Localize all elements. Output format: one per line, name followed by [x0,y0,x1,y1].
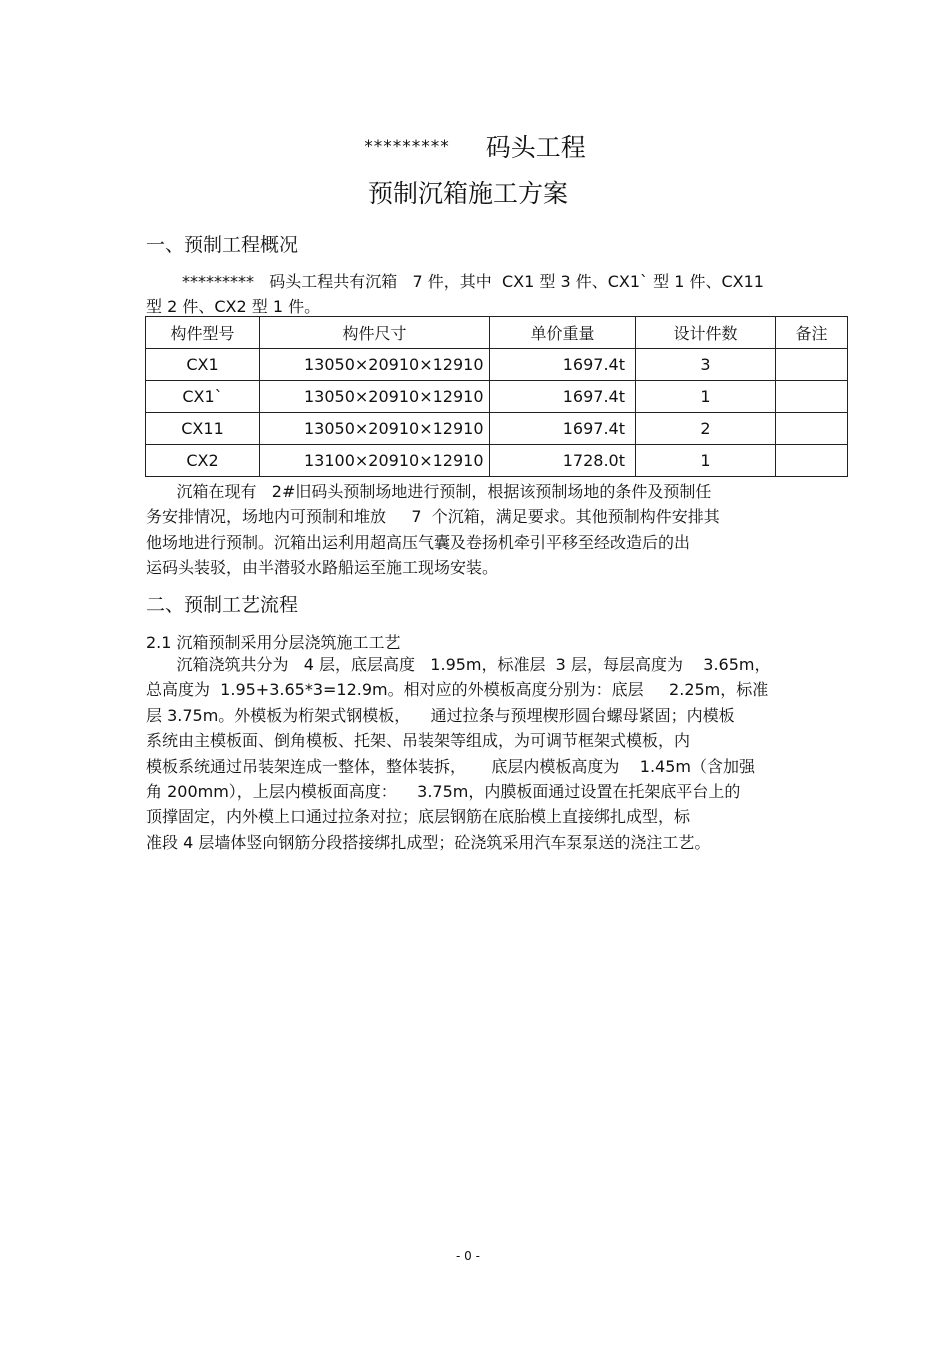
section1-heading: 一、预制工程概况 [146,234,299,256]
cell-quantity: 2 [636,413,776,445]
section1-intro [146,269,814,320]
section1-paragraph [146,479,814,581]
text-line: 层 3.75m。外模板为桁架式钢模板， 通过拉条与预埋楔形圆台螺母紧固；内模板 [146,705,735,725]
text-line: 他场地进行预制。沉箱出运利用超高压气囊及卷扬机牵引平移至经改造后的出 [146,532,691,552]
cell-remarks [776,381,848,413]
table-row [146,349,848,381]
cell-remarks [776,349,848,381]
cell-weight: 1697.4t [490,413,636,445]
text-line: 准段 4 层墙体竖向钢筋分段搭接绑扎成型；砼浇筑采用汽车泵泵送的浇注工艺。 [146,832,711,852]
cell-weight: 1728.0t [490,445,636,477]
header-weight: 单价重量 [490,317,636,349]
cell-size: 13050×20910×12910 [260,349,490,381]
header-type: 构件型号 [146,317,260,349]
section2-subheading: 2.1 沉箱预制采用分层浇筑施工工艺 [146,633,401,652]
cell-type: CX11 [146,413,260,445]
cell-weight: 1697.4t [490,349,636,381]
title-redacted-name: ********* [364,137,450,157]
text-line: 沉箱在现有 2#旧码头预制场地进行预制，根据该预制场地的条件及预制任 [146,482,712,501]
section2-paragraph [146,652,814,855]
cell-weight: 1697.4t [490,381,636,413]
cell-quantity: 1 [636,381,776,413]
table-row [146,413,848,445]
text-line: 角 200mm），上层内模板面高度： 3.75m，内膜板面通过设置在托架底平台上的 [146,782,741,802]
cell-size: 13050×20910×12910 [260,413,490,445]
table-header-row [146,317,848,349]
cell-type: CX2 [146,445,260,477]
page-number: - 0 - [456,1249,480,1263]
section2-heading: 二、预制工艺流程 [146,594,299,616]
title-main: 码头工程 [485,133,586,162]
header-quantity: 设计件数 [636,317,776,349]
text-line: 系统由主模板面、倒角模板、托架、吊装架等组成，为可调节框架式模板，内 [146,731,691,751]
cell-type: CX1` [146,381,260,413]
header-size: 构件尺寸 [260,317,490,349]
text-line: ********* 码头工程共有沉箱 7 件，其中 CX1 型 3 件、CX1` 型 1 件、CX11 [182,272,764,291]
table-row [146,381,848,413]
cell-quantity: 3 [636,349,776,381]
table-row [146,445,848,477]
cell-type: CX1 [146,349,260,381]
component-table [145,316,848,477]
text-line: 总高度为 1.95+3.65*3=12.9m。相对应的外模板高度分别为：底层 2.25m，标准 [146,680,769,700]
text-line: 顶撑固定，内外模上口通过拉条对拉；底层钢筋在底胎模上直接绑扎成型，标 [146,807,691,827]
cell-size: 13100×20910×12910 [260,445,490,477]
text-line: 务安排情况，场地内可预制和堆放 7 个沉箱，满足要求。其他预制构件安排其 [146,507,720,527]
cell-remarks [776,413,848,445]
text-line: 型 2 件、CX2 型 1 件。 [146,297,321,317]
cell-size: 13050×20910×12910 [260,381,490,413]
cell-quantity: 1 [636,445,776,477]
text-line: 沉箱浇筑共分为 4 层，底层高度 1.95m，标准层 3 层，每层高度为 3.65m， [146,655,771,674]
text-line: 运码头装驳，由半潜驳水路船运至施工现场安装。 [146,558,499,578]
document-title [0,128,950,164]
text-line: 模板系统通过吊装架连成一整体，整体装拆， 底层内模板高度为 1.45m（含加强 [146,756,755,776]
cell-remarks [776,445,848,477]
document-subtitle: 预制沉箱施工方案 [367,179,568,208]
header-remarks: 备注 [776,317,848,349]
